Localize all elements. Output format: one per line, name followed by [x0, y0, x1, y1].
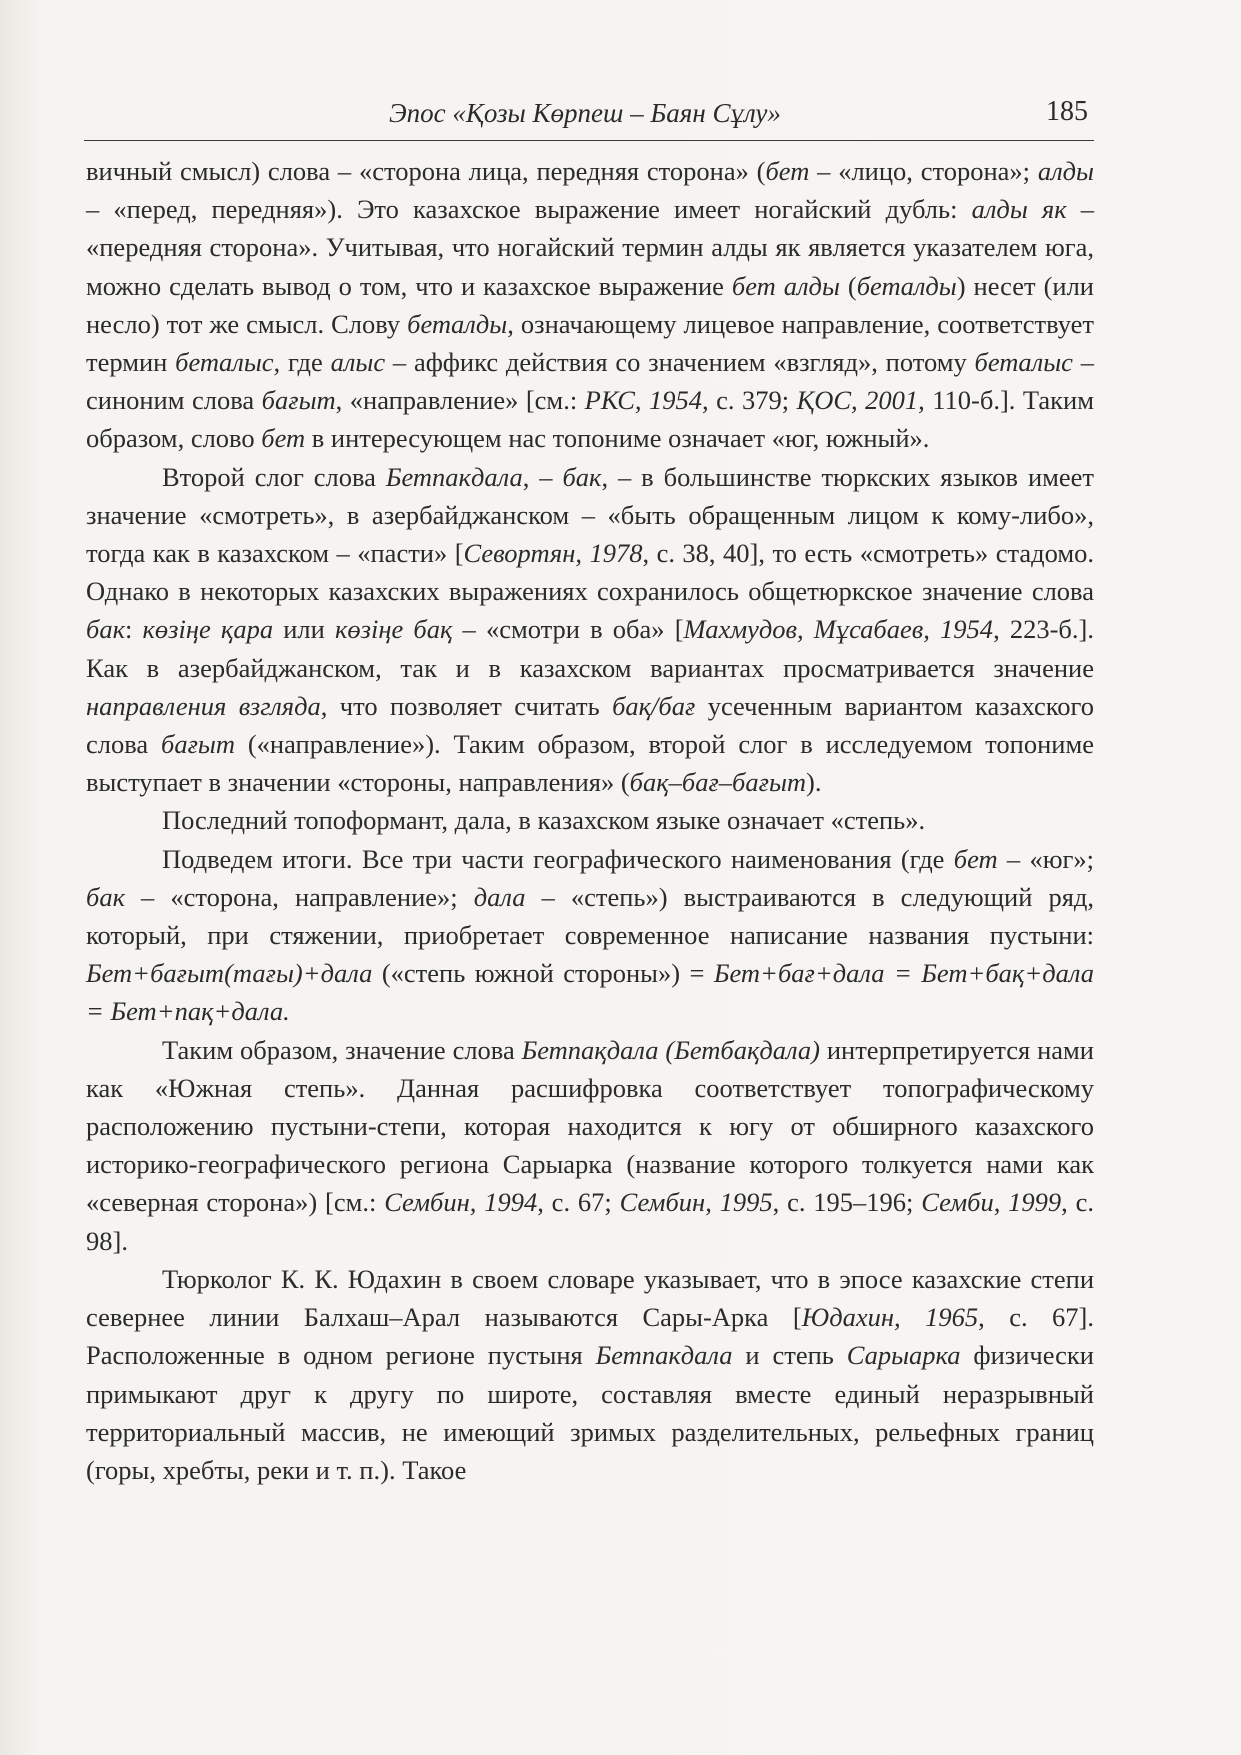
italic-text: Бетпакдала	[385, 461, 523, 492]
text-run: физически примыкают друг к другу по широте, составляя вместе единый неразрывный территориальный массив, не имеющий зримых разделительных, рельефных границ (горы, хребты, реки и т. п.). Такое	[86, 1340, 1094, 1485]
paragraph	[86, 152, 1094, 458]
italic-text: көзіңе бақ	[334, 614, 453, 645]
text-run: , с. 98].	[86, 1187, 1094, 1256]
italic-text: дала	[473, 881, 526, 912]
text-run: и степь	[732, 1340, 847, 1371]
italic-text: Сембин, 1995	[619, 1187, 773, 1218]
text-run: :	[124, 614, 143, 645]
text-run: , что позволяет считать	[320, 690, 613, 721]
italic-text: бет	[261, 423, 306, 454]
italic-text: Сембин, 1994	[384, 1187, 538, 1218]
body-text	[86, 152, 1094, 1489]
text-run: (	[839, 270, 857, 301]
paragraph	[86, 1031, 1094, 1260]
italic-text: бет алды	[731, 270, 840, 301]
text-run: («направление»). Таким образом, второй слог в исследуемом топониме выступает в значении «стороны, направления» (	[86, 729, 1094, 798]
italic-text: алыс	[330, 347, 386, 378]
italic-text: алды	[1037, 156, 1094, 186]
paragraph	[86, 840, 1094, 1031]
italic-text: РКС, 1954,	[584, 385, 709, 416]
text-run: 110-б.]. Таким образом, слово	[86, 385, 1095, 454]
text-run: Тюрколог К. К. Юдахин в своем словаре указывает, что в эпосе казахские степи севернее линии Балхаш–Арал называются Сары-Арка [	[86, 1263, 1094, 1333]
page-number: 185	[1046, 96, 1088, 127]
text-run: , с. 67]. Расположенные в одном регионе пустыня	[86, 1302, 1095, 1371]
text-run: в интересующем нас топониме означает «юг, южный».	[305, 423, 930, 454]
text-run: , с. 195–196;	[772, 1187, 922, 1218]
italic-text: бетaлыс,	[175, 347, 281, 378]
italic-text: бак	[86, 614, 125, 645]
text-run: , –	[522, 461, 563, 492]
italic-text: бак	[562, 461, 602, 492]
italic-text: бақ/бағ	[612, 690, 696, 721]
text-run: ) несет (или несло) тот же смысл. Слову	[86, 270, 1094, 339]
italic-text: Севортян, 1978	[463, 538, 643, 569]
text-run: , с. 67;	[537, 1187, 620, 1218]
text-run: Второй слог слова	[162, 461, 386, 492]
text-run: – «сторона, направление»;	[124, 881, 474, 912]
italic-text: бет	[765, 156, 810, 186]
italic-text: Махмудов, Мұсабаев, 1954	[683, 614, 994, 645]
italic-text: бетaлыс	[974, 347, 1073, 378]
italic-text: бак	[86, 881, 125, 912]
italic-text: бағыт	[161, 729, 236, 760]
italic-text: бақ–бағ–бағыт	[629, 767, 807, 798]
italic-text: Бет+бағыт(тағы)+дала	[86, 958, 373, 989]
text-run: («степь южной стороны») =	[372, 958, 714, 989]
italic-text: бетaлды	[856, 270, 957, 301]
italic-text: бағыт	[261, 385, 336, 416]
text-run: Последний топоформант, дала, в казахском языке означает «степь».	[162, 805, 926, 836]
text-run: – «передняя сторона». Учитывая, что ногайский термин алды як является указателем юга, можно сделать вывод о том, что и казахское выражение	[86, 194, 1095, 301]
text-run: – «перед, передняя»). Это казахское выражение имеет ногайский дубль:	[86, 194, 972, 225]
italic-text: көзіңе қара	[142, 614, 274, 645]
text-run: или	[273, 614, 335, 645]
text-run: – «лицо, сторона»;	[809, 156, 1038, 186]
text-run: Таким образом, значение слова	[162, 1034, 522, 1065]
text-run: , – в большинстве тюркских языков имеет значение «смотреть», в азербайджанском – «быть обращенным лицом к кому-либо», тогда как в казахском – «пасти» [	[86, 461, 1094, 569]
text-run: – «юг»;	[997, 843, 1095, 874]
italic-text: бет	[953, 843, 998, 874]
italic-text: направления взгляда	[86, 690, 321, 721]
paragraph	[86, 801, 1094, 839]
italic-text: Юдахин, 1965	[801, 1302, 979, 1333]
text-run: – синоним слова	[86, 347, 1095, 416]
italic-text: Бет+бағ+дала = Бет+бақ+дала = Бет+пақ+дала.	[86, 958, 1094, 1027]
italic-text: бетaлды	[407, 308, 508, 339]
paragraph	[86, 1260, 1094, 1489]
paragraph	[86, 458, 1094, 802]
text-run: Подведем итоги. Все три части географического наименования (где	[162, 843, 954, 874]
text-run: – аффикс действия со значением «взгляд», потому	[385, 347, 975, 378]
running-header	[84, 96, 1094, 141]
italic-text: Бетпакдала	[595, 1340, 733, 1371]
text-run: – «смотри в оба» [	[452, 614, 684, 645]
italic-text: Семби, 1999	[921, 1187, 1062, 1218]
text-run: усеченным вариантом казахского слова	[86, 690, 1094, 760]
running-title: Эпос «Қозы Көрпеш – Баян Сұлу»	[389, 98, 781, 128]
text-run: , с. 38, 40], то есть «смотреть» стадомо. Однако в некоторых казахских выражениях сохранилось общетюркское значение слова	[86, 538, 1095, 607]
text-run: где	[280, 347, 331, 378]
text-run: ).	[806, 767, 822, 798]
text-run: с. 379;	[708, 385, 797, 416]
text-run: , «направление» [см.:	[335, 385, 585, 416]
text-run: вичный смысл) слова – «сторона лица, передняя сторона» (	[86, 156, 766, 186]
text-run: интерпретируется нами как «Южная степь». Данная расшифровка соответствует топографическому расположению пустыни-степи, которая находится к югу от обширного казахского историко-географического региона Сарыарка (название которого толкуется нами как «северная сторона») [см.:	[86, 1034, 1094, 1218]
text-run: – «степь») выстраиваются в следующий ряд, который, при стяжении, приобретает современное написание названия пустыни:	[86, 881, 1094, 951]
italic-text: Бетпақдала (Бетбақдала)	[521, 1034, 820, 1065]
text-run: , 223-б.]. Как в азербайджанском, так и в казахском вариантах просматривается значение	[86, 614, 1094, 683]
italic-text: Сарыарка	[846, 1340, 961, 1371]
text-run: , означающему лицевое направление, соответствует термин	[86, 308, 1094, 378]
italic-text: алды як	[971, 194, 1067, 225]
italic-text: ҚОС, 2001,	[796, 385, 925, 416]
